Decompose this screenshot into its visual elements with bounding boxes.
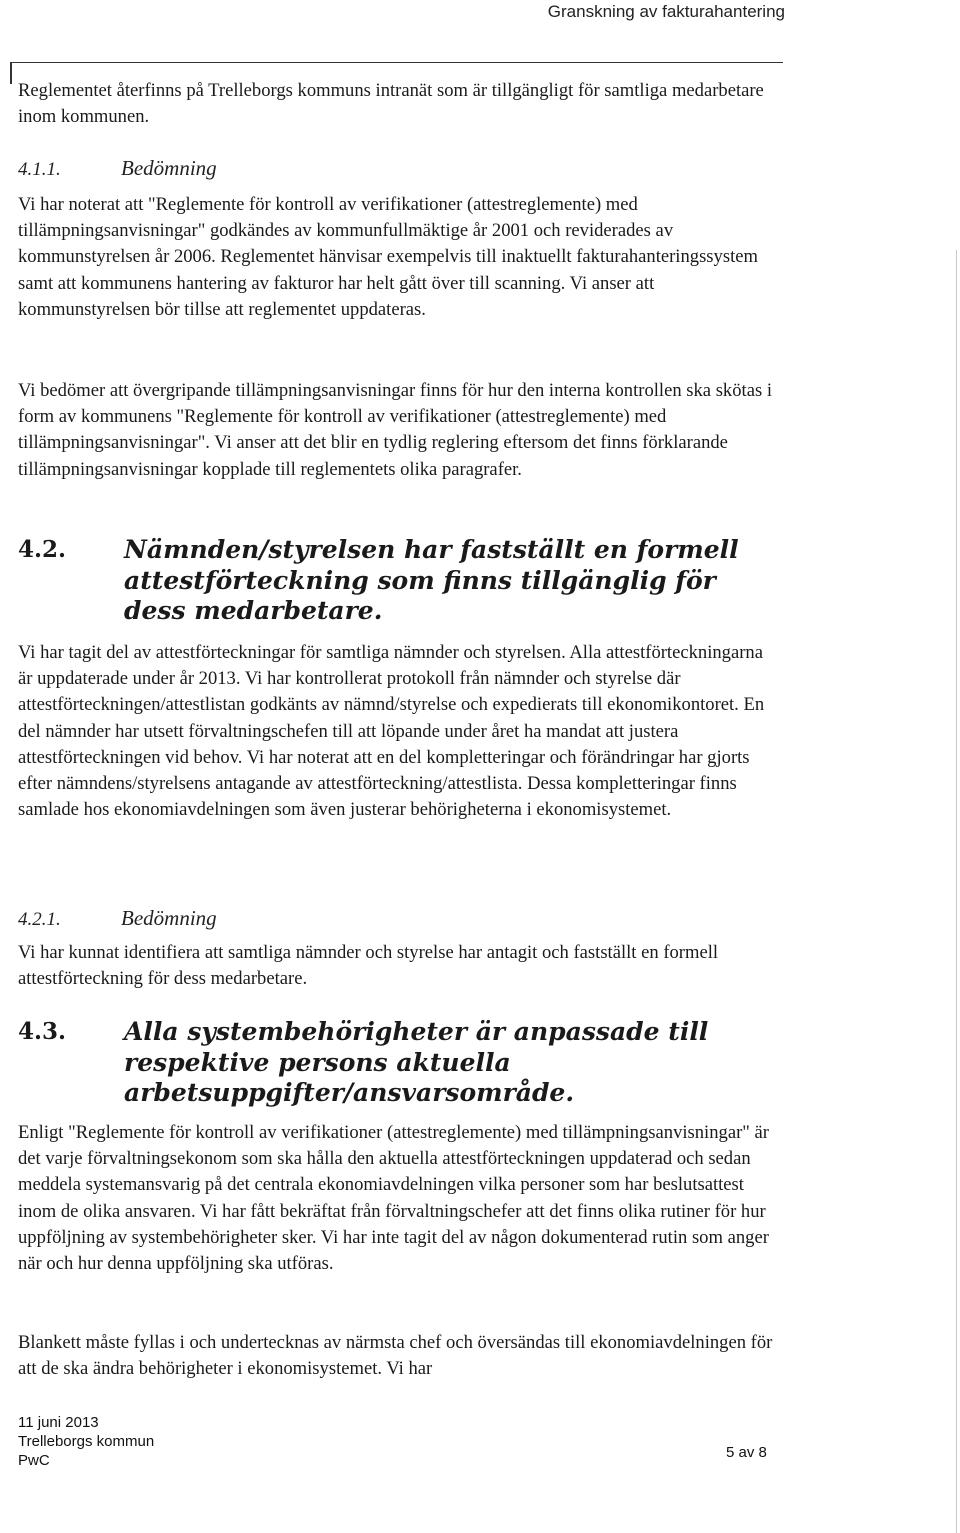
scan-edge-line: [956, 250, 957, 1533]
section-4-2-body: [18, 640, 778, 823]
section-4-1-1-paragraph-2: Vi bedömer att övergripande tillämpningsanvisningar finns för hur den interna kontrollen ska skötas i form av kommunens "Reglemente för kontroll av verifikationer (attestreglemente) med tillämpningsanvisningar". Vi anser att det blir en tydlig reglering eftersom det finns förklarande tillämpningsanvisningar kopplade till reglementets olika paragrafer.: [18, 380, 772, 480]
section-4-3: [18, 1017, 778, 1109]
section-number: 4.2.1.: [18, 909, 61, 930]
section-4-2-1-paragraph-1: Vi har kunnat identifiera att samtliga nämnder och styrelse har antagit och fastställt en formell attestförteckning för dess medarbetare.: [18, 942, 719, 990]
section-4-2-paragraph-1: Vi har tagit del av attestförteckningar för samtliga nämnder och styrelsen. Alla attestförteckningarna är uppdaterade under år 2013. Vi har kontrollerat protokoll från nämnder och styrelse där attestförteckningen/attestlistan godkänts av nämnd/styrelse och expedierats till ekonomikontoret. En del nämnder har utsett förvaltningschefen till att löpande under året ha mandat att justera attestförteckningen vid behov. Vi har noterat att en del kompletteringar och förändringar har gjorts efter nämndens/styrelsens antagande av attestförteckning/attestlista. Dessa kompletteringar finns samlade hos ekonomiavdelningen som även justerar behörigheterna i ekonomisystemet.: [18, 642, 765, 821]
header-rule: [10, 62, 783, 63]
footer-organization: Trelleborgs kommun: [18, 1433, 155, 1450]
section-number: 4.1.1.: [18, 159, 61, 180]
section-4-1-1-heading: [18, 156, 778, 181]
section-title: Bedömning: [121, 906, 217, 930]
section-title: Nämnden/styrelsen har fastställt en formell attestförteckning som finns tillgänglig för dess medarbetare.: [124, 535, 739, 625]
page-number: 5 av 8: [726, 1444, 767, 1461]
header-title: Granskning av fakturahantering: [547, 2, 785, 21]
intro-section: [18, 78, 778, 130]
section-4-1-1-body: [18, 192, 778, 323]
page-footer: [18, 1413, 154, 1470]
section-title: Bedömning: [121, 156, 217, 180]
section-4-2-1-heading: [18, 906, 778, 931]
section-4-1-1-paragraph-1: Vi har noterat att "Reglemente för kontroll av verifikationer (attestreglemente) med tillämpningsanvisningar" godkändes av kommunfullmäktige år 2001 och reviderades av kommunstyrelsen år 2006. Reglementet hänvisar exempelvis till inaktuellt fakturahanteringssystem samt att kommunens hantering av fakturor har helt gått över till scanning. Vi anser att kommunstyrelsen bör tillse att reglementet uppdateras.: [18, 194, 758, 320]
section-4-2: [18, 535, 778, 627]
section-4-1-1: [18, 156, 778, 181]
section-number: 4.2.: [18, 536, 67, 563]
section-4-2-1-body: [18, 940, 778, 992]
section-4-3-paragraph-2: Blankett måste fyllas i och undertecknas av närmsta chef och översändas till ekonomiavdelningen för att de ska ändra behörigheter i ekonomisystemet. Vi har: [18, 1332, 773, 1380]
section-4-3-heading: [18, 1017, 778, 1109]
header-margin-mark: [10, 62, 12, 84]
footer-firm: PwC: [18, 1452, 50, 1469]
section-4-3-body-2: [18, 1330, 778, 1382]
section-number: 4.3.: [18, 1018, 67, 1045]
footer-date: 11 juni 2013: [18, 1414, 99, 1431]
section-4-1-1-body-2: [18, 378, 778, 483]
section-4-3-paragraph-1: Enligt "Reglemente för kontroll av verifikationer (attestreglemente) med tillämpningsanvisningar" är det varje förvaltningsekonom som ska hålla den aktuella attestförteckningen uppdaterad och sedan meddela systemansvarig på det centrala ekonomiavdelningen vilka personer som har beslutsattest inom de olika ansvaren. Vi har fått bekräftat från förvaltningschefer att det finns olika rutiner för hur uppföljning av systembehörigheter sker. Vi har inte tagit del av någon dokumenterad rutin som anger när och hur denna uppföljning ska utföras.: [18, 1122, 769, 1275]
section-4-3-body: [18, 1120, 778, 1277]
section-4-2-heading: [18, 535, 778, 627]
section-4-2-1: [18, 906, 778, 931]
intro-paragraph: Reglementet återfinns på Trelleborgs kommuns intranät som är tillgängligt för samtliga medarbetare inom kommunen.: [18, 80, 764, 128]
section-title: Alla systembehörigheter är anpassade till respektive persons aktuella arbetsuppgifter/ansvarsområde.: [124, 1017, 709, 1107]
